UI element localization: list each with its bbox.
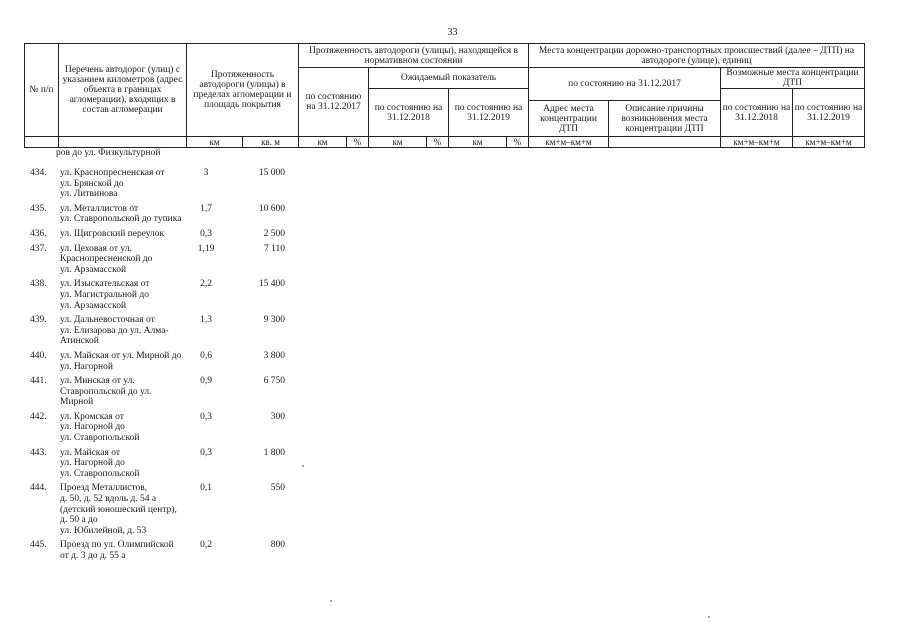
unit-km: км: [187, 137, 243, 148]
scan-speck: [302, 465, 304, 467]
road-name: ул. Изыскательская от ул. Магистральной до ул. Арзамасской: [60, 279, 150, 311]
table-row: [30, 315, 290, 347]
header-possible-dtp: Возможные места концентрации ДТП: [721, 68, 865, 89]
header-table: [24, 43, 865, 148]
road-length-km: 1,7: [200, 203, 212, 214]
road-area-m2: 15 000: [258, 168, 285, 178]
table-row: [30, 229, 290, 240]
road-name: ул. Минская от ул. Ставропольской до ул. Мирной: [60, 376, 152, 408]
road-name: ул. Краснопресненская от ул. Брянской до ул. Литвинова: [60, 168, 165, 200]
road-area-m2: 300: [270, 411, 285, 422]
road-length-km: 1,19: [197, 243, 215, 254]
row-number: 440.: [30, 350, 47, 361]
table-row: [30, 279, 290, 311]
table-row: [30, 351, 290, 372]
row-number: 441.: [30, 376, 47, 387]
unit-kmm: км+м–км+м: [721, 137, 793, 148]
header-expected-2019: по состоянию на 31.12.2019: [449, 89, 529, 137]
header-dtp-cause: Описание причины возникновения места концентрации ДТП: [609, 101, 721, 137]
unit-km: км: [299, 137, 347, 148]
road-name: Проезд Металлистов, д. 50, д. 52 вдоль д. 54 а (детский юношеский центр), д. 50 а до ул. Юбилейной, д. 53: [60, 483, 177, 536]
unit-m2: кв. м: [243, 137, 299, 148]
header-dtp-2017: по состоянию на 31.12.2017: [529, 68, 721, 101]
road-area-m2: 6 750: [263, 376, 285, 387]
row-number: 442.: [30, 411, 47, 422]
table-row: [30, 448, 290, 480]
road-length-km: 3: [203, 168, 209, 178]
table-row: [30, 376, 290, 408]
road-length-km: 0,3: [200, 228, 212, 239]
unit-pct: %: [427, 137, 449, 148]
road-length-km: 0,2: [200, 540, 212, 551]
road-name: ул. Кромская от ул. Нагорной до ул. Ставропольской: [60, 411, 140, 444]
road-length-km: 2,2: [200, 279, 212, 290]
road-area-m2: 1 800: [263, 447, 285, 458]
road-name: ул. Майская от ул. Нагорной до ул. Ставропольской: [60, 447, 140, 479]
row-number: 434.: [30, 168, 47, 178]
header-dtp-address: Адрес места концентрации ДТП: [529, 101, 609, 137]
unit-kmm: км+м–км+м: [529, 137, 609, 148]
header-possible-2019: по состоянию на 31.12.2019: [793, 89, 865, 137]
road-area-m2: 3 800: [263, 350, 285, 361]
header-col-num: № п/п: [25, 44, 59, 137]
row-number: 436.: [30, 228, 47, 239]
unit-pct: %: [347, 137, 369, 148]
row-number: 437.: [30, 243, 47, 254]
road-area-m2: 9 300: [263, 315, 285, 326]
scan-speck: [330, 600, 332, 602]
table-row: [30, 204, 290, 225]
road-area-m2: 10 600: [258, 203, 285, 214]
table-row: [30, 244, 290, 276]
row-number: 443.: [30, 447, 47, 458]
header-col-roads: Перечень автодорог (улиц) с указанием километров (адрес объекта в границах агломерации), входящих в состав агломерации: [59, 44, 187, 137]
road-area-m2: 15 400: [258, 279, 285, 290]
page-number: 33: [447, 27, 458, 38]
road-name: ул. Металлистов от ул. Ставропольской до тупика: [60, 203, 182, 225]
header-expected: Ожидаемый показатель: [369, 68, 529, 89]
header-col-normative: Протяженность автодороги (улицы), находящейся в нормативном состоянии: [299, 44, 529, 68]
road-area-m2: 7 110: [263, 243, 285, 254]
header-normative-2017: по состоянию на 31.12.2017: [299, 68, 369, 137]
road-name: ул. Майская от ул. Мирной до ул. Нагорной: [60, 350, 182, 372]
road-name: ул. Щигровский переулок: [60, 228, 165, 239]
road-area-m2: 800: [270, 540, 285, 551]
scan-speck: [708, 616, 710, 618]
header-col-length: Протяженность автодороги (улицы) в пределах агломерации и площадь покрытия: [187, 44, 299, 137]
road-length-km: 0,6: [200, 350, 212, 361]
header-col-dtp: Места концентрации дорожно-транспортных происшествий (далее – ДТП) на автодороге (улице), единиц: [529, 44, 865, 68]
road-name: ул. Дальневосточная от ул. Елизарова до ул. Алма-Атинской: [60, 315, 169, 347]
row-number: 439.: [30, 315, 47, 326]
table-row: [30, 168, 290, 200]
header-possible-2018: по состоянию на 31.12.2018: [721, 89, 793, 137]
road-name: Проезд по ул. Олимпийской от д. 3 до д. 55 а: [60, 540, 174, 561]
row-number: 438.: [30, 279, 47, 290]
row-number: 444.: [30, 483, 47, 494]
road-length-km: 0,3: [200, 411, 212, 422]
row-number: 435.: [30, 203, 47, 214]
road-length-km: 0,9: [200, 376, 212, 387]
table-row: [30, 540, 290, 561]
continuation-text: ров до ул. Физкультурной: [56, 148, 161, 158]
unit-kmm: км+м–км+м: [793, 137, 865, 148]
unit-pct: %: [507, 137, 529, 148]
row-number: 445.: [30, 540, 47, 551]
road-length-km: 0,3: [200, 447, 212, 458]
unit-km: км: [449, 137, 507, 148]
road-length-km: 0,1: [200, 483, 212, 494]
road-length-km: 1,3: [200, 315, 212, 326]
header-expected-2018: по состоянию на 31.12.2018: [369, 89, 449, 137]
unit-km: км: [369, 137, 427, 148]
road-area-m2: 550: [270, 483, 285, 494]
road-area-m2: 2 500: [263, 228, 285, 239]
road-name: ул. Цеховая от ул. Краснопресненской до ул. Арзамасской: [60, 243, 153, 275]
table-row: [30, 483, 290, 536]
road-list: [30, 168, 290, 566]
table-row: [30, 412, 290, 444]
